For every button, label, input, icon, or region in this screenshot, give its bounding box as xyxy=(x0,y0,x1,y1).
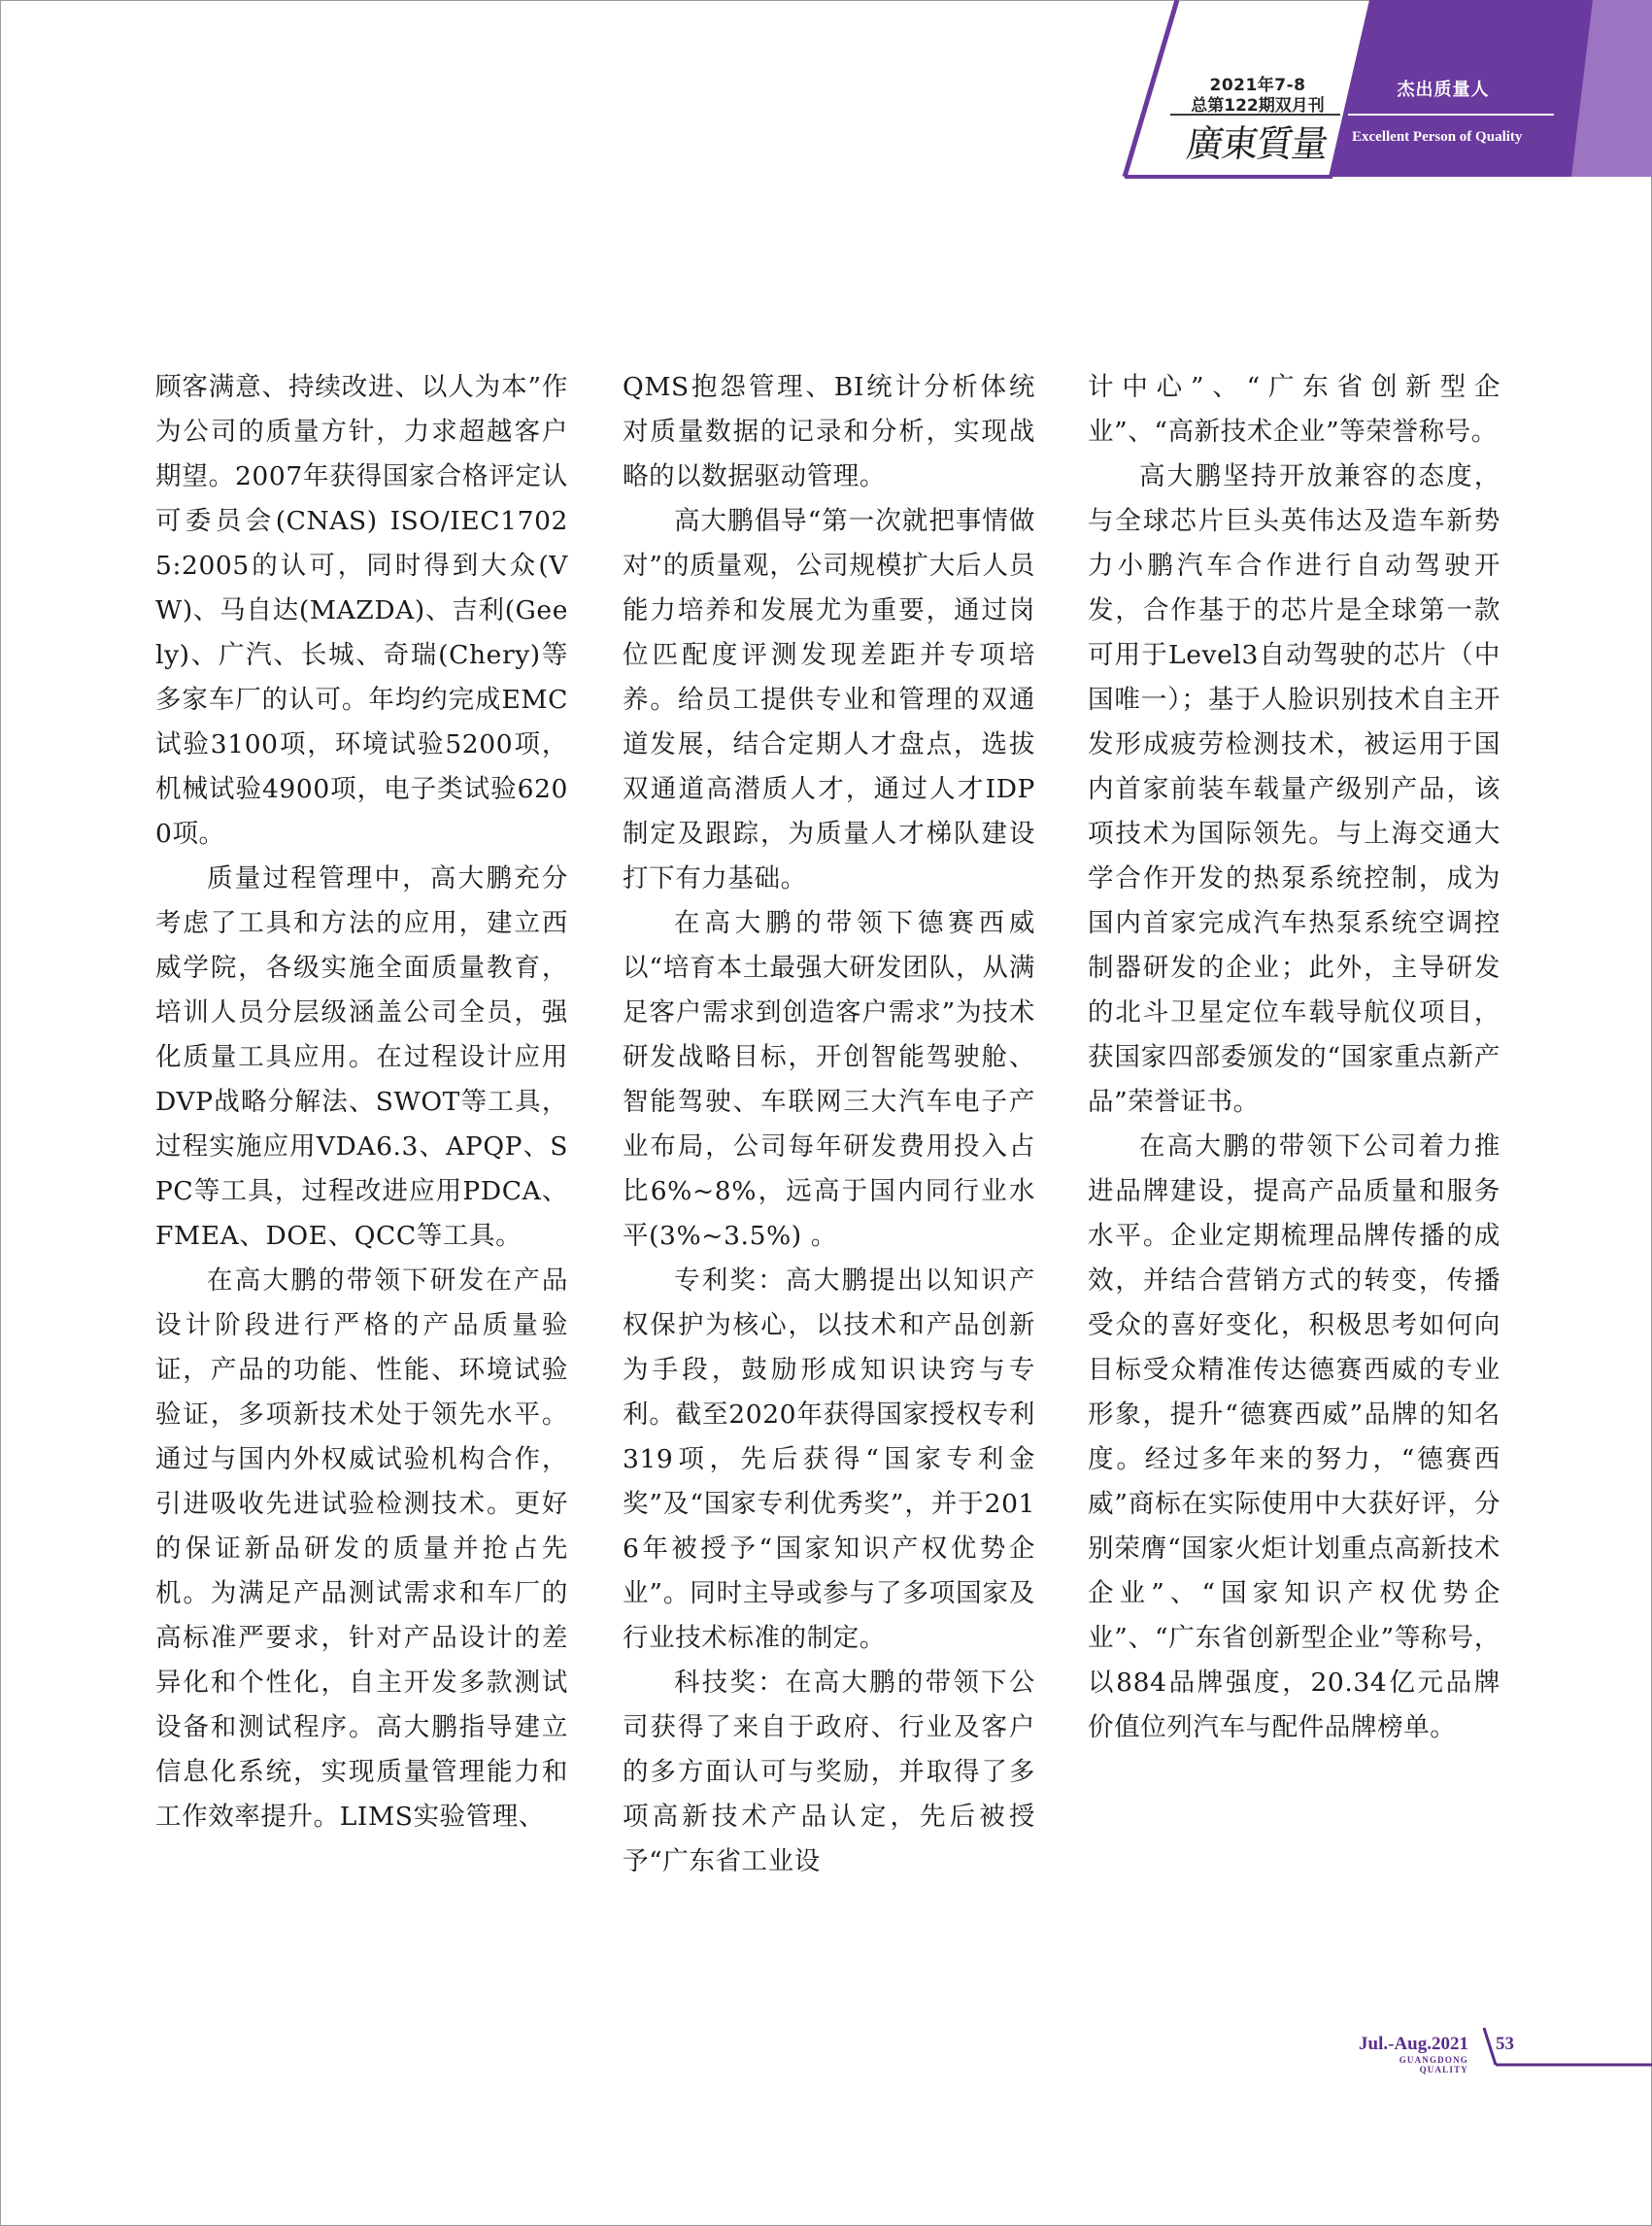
logo-char: 東 xyxy=(1218,122,1263,165)
paragraph: 专利奖：高大鹏提出以知识产权保护为核心，以技术和产品创新为手段，鼓励形成知识诀窍与专利。截至2020年获得国家授权专利319项，先后获得“国家专利金奖”及“国家专利优秀奖”，并于2016年被授予“国家知识产权优势企业”。同时主导或参与了多项国家及行业技术标准的制定。 xyxy=(623,1265,1035,1653)
paragraph: 科技奖：在高大鹏的带领下公司获得了来自于政府、行业及客户的多方面认可与奖励，并取得了多项高新技术产品认定，先后被授予“广东省工业设 xyxy=(623,1668,1035,1876)
paragraph: 在高大鹏的带领下研发在产品设计阶段进行严格的产品质量验证，产品的功能、性能、环境试验验证，多项新技术处于领先水平。通过与国内外权威试验机构合作，引进吸收先进试验检测技术。更好的保证新品研发的质量并抢占先机。为满足产品测试需求和车厂的高标准严要求，针对产品设计的差异化和个性化，自主开发多款测试设备和测试程序。高大鹏指导建立信息化系统，实现质量管理能力和工作效率提升。LIMS实验管理、 xyxy=(155,1265,568,1832)
page-header xyxy=(0,0,1652,180)
paragraph: 顾客满意、持续改进、以人为本”作为公司的质量方针，力求超越客户期望。2007年获得国家合格评定认可委员会(CNAS) ISO/IEC17025:2005的认可，同时得到大众(VW)、马自达(MAZDA)、吉利(Geely)、广汽、长城、奇瑞(Chery)等多家车厂的认可。年均约完成EMC试验3100项，环境试验5200项，机械试验4900项，电子类试验6200项。 xyxy=(155,372,568,849)
paragraph: 在高大鹏的带领下德赛西威以“培育本土最强大研发团队，从满足客户需求到创造客户需求”为技术研发战略目标，开创智能驾驶舱、智能驾驶、车联网三大汽车电子产业布局，公司每年研发费用投入占比6%~8%，远高于国内同行业水平(3%~3.5%) 。 xyxy=(623,908,1035,1251)
footer-publication: GUANGDONG QUALITY xyxy=(1399,2055,1468,2074)
logo-char: 質 xyxy=(1253,122,1298,165)
page-number: 53 xyxy=(1496,2034,1514,2054)
magazine-logo xyxy=(1183,120,1332,169)
paragraph: 质量过程管理中，高大鹏充分考虑了工具和方法的应用，建立西威学院，各级实施全面质量教育，培训人员分层级涵盖公司全员，强化质量工具应用。在过程设计应用DVP战略分解法、SWOT等工具，过程实施应用VDA6.3、APQP、SPC等工具，过程改进应用PDCA、FMEA、DOE、QCC等工具。 xyxy=(155,863,568,1251)
paragraph: 计中心”、“广东省创新型企业”、“高新技术企业”等荣誉称号。 xyxy=(1088,372,1500,447)
issue-date: 2021年7-8 xyxy=(1209,76,1306,95)
paragraph: 在高大鹏的带领下公司着力推进品牌建设，提高产品质量和服务水平。企业定期梳理品牌传播的成效，并结合营销方式的转变，传播受众的喜好变化，积极思考如何向目标受众精准传达德赛西威的专业形象，提升“德赛西威”品牌的知名度。经过多年来的努力，“德赛西威”商标在实际使用中大获好评，分别荣膺“国家火炬计划重点高新技术企业”、“国家知识产权优势企业”、“广东省创新型企业”等称号，以884品牌强度，20.34亿元品牌价值位列汽车与配件品牌榜单。 xyxy=(1088,1131,1500,1742)
logo-char: 廣 xyxy=(1183,122,1228,165)
logo-char: 量 xyxy=(1288,122,1332,165)
paragraph: QMS抱怨管理、BI统计分析体统对质量数据的记录和分析，实现战略的以数据驱动管理。 xyxy=(623,372,1035,491)
section-title: 杰出质量人 xyxy=(1397,80,1490,100)
paragraph: 高大鹏倡导“第一次就把事情做对”的质量观，公司规模扩大后人员能力培养和发展尤为重要，通过岗位匹配度评测发现差距并专项培养。给员工提供专业和管理的双通道发展，结合定期人才盘点，选拔双通道高潜质人才，通过人才IDP制定及跟踪，为质量人才梯队建设打下有力基础。 xyxy=(623,506,1035,894)
footer-date: Jul.-Aug.2021 xyxy=(1359,2034,1468,2054)
paragraph: 高大鹏坚持开放兼容的态度，与全球芯片巨头英伟达及造车新势力小鹏汽车合作进行自动驾驶开发，合作基于的芯片是全球第一款可用于Level3自动驾驶的芯片（中国唯一）；基于人脸识别技术自主开发形成疲劳检测技术，被运用于国内首家前装车载量产级别产品，该项技术为国际领先。与上海交通大学合作开发的热泵系统控制，成为国内首家完成汽车热泵系统空调控制器研发的企业；此外，主导研发的北斗卫星定位车载导航仪项目，获国家四部委颁发的“国家重点新产品”荣誉证书。 xyxy=(1088,461,1500,1117)
article-column-3 xyxy=(1088,365,1500,1750)
issue-number: 总第122期双月刊 xyxy=(1191,96,1325,116)
article-column-2 xyxy=(623,365,1035,1884)
section-subtitle: Excellent Person of Quality xyxy=(1352,129,1523,145)
article-column-1 xyxy=(155,365,568,1839)
